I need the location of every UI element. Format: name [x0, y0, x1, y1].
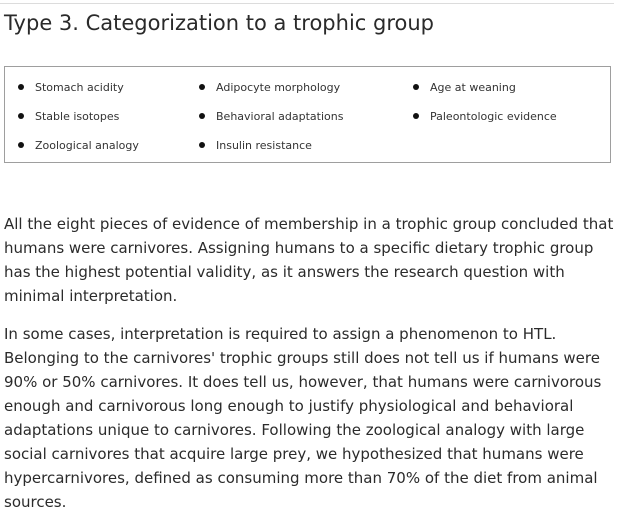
evidence-item-label: Stomach acidity — [35, 80, 124, 94]
evidence-item-label: Adipocyte morphology — [216, 80, 341, 94]
paragraph-line: minimal interpretation. — [4, 287, 178, 305]
evidence-item-behavioral-adaptations — [199, 106, 343, 126]
evidence-item-stable-isotopes — [18, 106, 119, 126]
evidence-item-label: Paleontologic evidence — [430, 109, 557, 123]
bullet-icon — [199, 113, 205, 119]
evidence-item-insulin-resistance — [199, 135, 312, 155]
evidence-item-label: Insulin resistance — [216, 138, 312, 152]
evidence-item-label: Behavioral adaptations — [216, 109, 344, 123]
evidence-item-label: Zoological analogy — [35, 138, 139, 152]
body-paragraph — [4, 212, 616, 308]
paragraph-line: 90% or 50% carnivores. It does tell us, however, that humans were carnivorous — [4, 373, 602, 391]
evidence-item-age-at-weaning — [413, 77, 516, 97]
bullet-icon — [413, 84, 419, 90]
bullet-icon — [413, 113, 419, 119]
bullet-icon — [199, 142, 205, 148]
paragraph-line: humans were carnivores. Assigning humans to a specific dietary trophic group — [4, 239, 594, 257]
paragraph-line: enough and carnivorous long enough to justify physiological and behavioral — [4, 397, 574, 415]
paragraph-line: sources. — [4, 493, 67, 511]
paragraph-line: hypercarnivores, defined as consuming more than 70% of the diet from animal — [4, 469, 598, 487]
evidence-item-adipocyte-morphology — [199, 77, 340, 97]
evidence-item-zoological-analogy — [18, 135, 139, 155]
bullet-icon — [18, 113, 24, 119]
paragraph-line: Belonging to the carnivores' trophic groups still does not tell us if humans were — [4, 349, 600, 367]
evidence-item-paleontologic-evidence — [413, 106, 557, 126]
paragraph-line: In some cases, interpretation is required to assign a phenomenon to HTL. — [4, 325, 557, 343]
evidence-item-label: Stable isotopes — [35, 109, 120, 123]
section-title: Type 3. Categorization to a trophic group — [4, 11, 434, 35]
paragraph-line: has the highest potential validity, as it answers the research question with — [4, 263, 565, 281]
bullet-icon — [199, 84, 205, 90]
body-paragraph — [4, 322, 616, 514]
bullet-icon — [18, 142, 24, 148]
bullet-icon — [18, 84, 24, 90]
section-top-divider — [0, 3, 614, 4]
paragraph-line: adaptations unique to carnivores. Following the zoological analogy with large — [4, 421, 585, 439]
paragraph-line: All the eight pieces of evidence of membership in a trophic group concluded that — [4, 215, 614, 233]
evidence-item-label: Age at weaning — [430, 80, 516, 94]
evidence-box — [4, 66, 611, 163]
evidence-item-stomach-acidity — [18, 77, 124, 97]
paragraph-line: social carnivores that acquire large prey, we hypothesized that humans were — [4, 445, 584, 463]
